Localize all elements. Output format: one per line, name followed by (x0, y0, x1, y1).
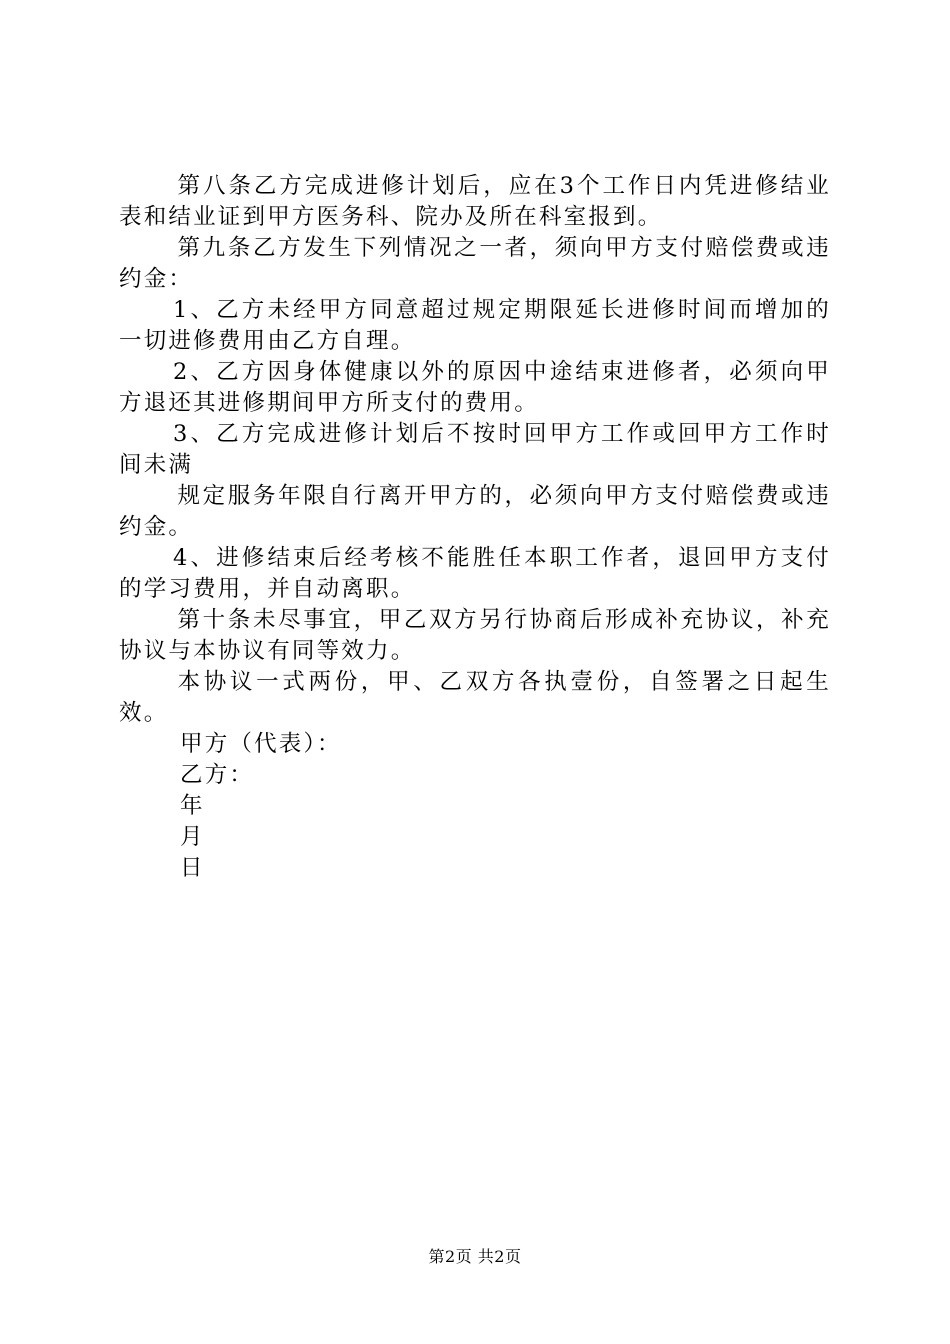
signature-day: 日 (180, 855, 205, 881)
clause-eight: 第八条乙方完成进修计划后，应在3个工作日内凭进修结业表和结业证到甲方医务科、院办及所在科室报到。 (119, 173, 831, 230)
clause-ten: 第十条未尽事宜，甲乙双方另行协商后形成补充协议，补充协议与本协议有同等效力。 (119, 607, 831, 664)
document-body (119, 171, 831, 884)
signature-month: 月 (180, 824, 205, 850)
clause-nine: 第九条乙方发生下列情况之一者，须向甲方支付赔偿费或违约金： (119, 235, 831, 292)
clause-nine-item-2: 2、乙方因身体健康以外的原因中途结束进修者，必须向甲方退还其进修期间甲方所支付的费用。 (119, 359, 831, 416)
effectiveness-clause: 本协议一式两份，甲、乙双方各执壹份，自签署之日起生效。 (119, 669, 831, 726)
clause-nine-item-4: 4、进修结束后经考核不能胜任本职工作者，退回甲方支付的学习费用，并自动离职。 (119, 545, 831, 602)
clause-nine-item-3-continued: 规定服务年限自行离开甲方的，必须向甲方支付赔偿费或违约金。 (119, 483, 831, 540)
signature-party-b: 乙方： (180, 762, 255, 788)
signature-party-a: 甲方（代表）： (180, 731, 342, 757)
signature-year: 年 (180, 793, 205, 819)
page-footer: 第2页 共2页 (428, 1247, 522, 1266)
clause-nine-item-3: 3、乙方完成进修计划后不按时回甲方工作或回甲方工作时间未满 (119, 421, 831, 478)
clause-nine-item-1: 1、乙方未经甲方同意超过规定期限延长进修时间而增加的一切进修费用由乙方自理。 (119, 297, 831, 354)
